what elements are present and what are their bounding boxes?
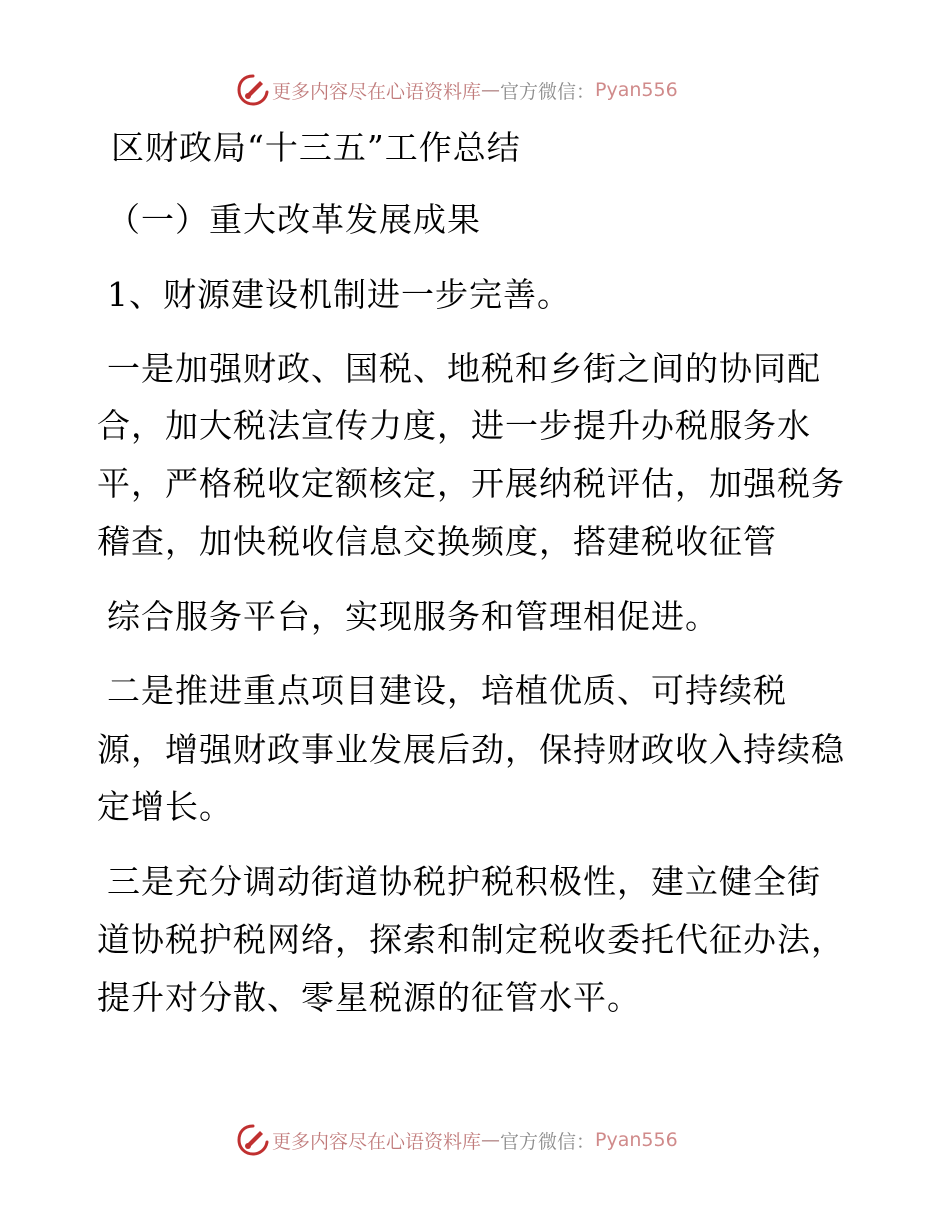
paragraph-line: 二是推进重点项目建设，培植优质、可持续税 (107, 671, 787, 710)
paragraph-line: 三是充分调动街道协税护税积极性，建立健全街 (107, 862, 821, 901)
paragraph-line: 提升对分散、零星税源的征管水平。 (97, 978, 641, 1017)
header-watermark (236, 71, 678, 109)
paragraph-line: 源，增强财政事业发展后劲，保持财政收入持续稳 (97, 730, 845, 769)
paragraph-line: 综合服务平台，实现服务和管理相促进。 (107, 597, 719, 636)
section-heading: （一）重大改革发展成果 (107, 200, 481, 239)
watermark-text: 更多内容尽在心语资料库 (272, 1130, 482, 1153)
watermark-wechat-id: Pyan556 (595, 1129, 678, 1151)
subsection-heading: 1、财源建设机制进一步完善。 (107, 275, 571, 314)
paragraph-line: 道协税护税网络，探索和制定税收委托代征办法， (97, 920, 845, 959)
paragraph-line: 稽查，加快税收信息交换频度，搭建税收征管 (97, 522, 777, 561)
watermark-label: 官方微信： (500, 1130, 596, 1153)
watermark-dash: — (481, 79, 501, 101)
paragraph-line: 定增长。 (97, 787, 233, 826)
paragraph-line: 一是加强财政、国税、地税和乡街之间的协同配 (107, 349, 821, 388)
pen-swirl-logo-icon (236, 73, 270, 107)
watermark-wechat-id: Pyan556 (595, 79, 678, 101)
paragraph-line: 平，严格税收定额核定，开展纳税评估，加强税务 (97, 464, 845, 503)
footer-watermark (236, 1121, 678, 1159)
document-title: 区财政局“十三五”工作总结 (111, 128, 521, 167)
watermark-text: 更多内容尽在心语资料库 (272, 80, 482, 103)
paragraph-line: 合，加大税法宣传力度，进一步提升办税服务水 (97, 406, 811, 445)
pen-swirl-logo-icon (236, 1123, 270, 1157)
watermark-label: 官方微信： (500, 80, 596, 103)
watermark-dash: — (481, 1129, 501, 1151)
